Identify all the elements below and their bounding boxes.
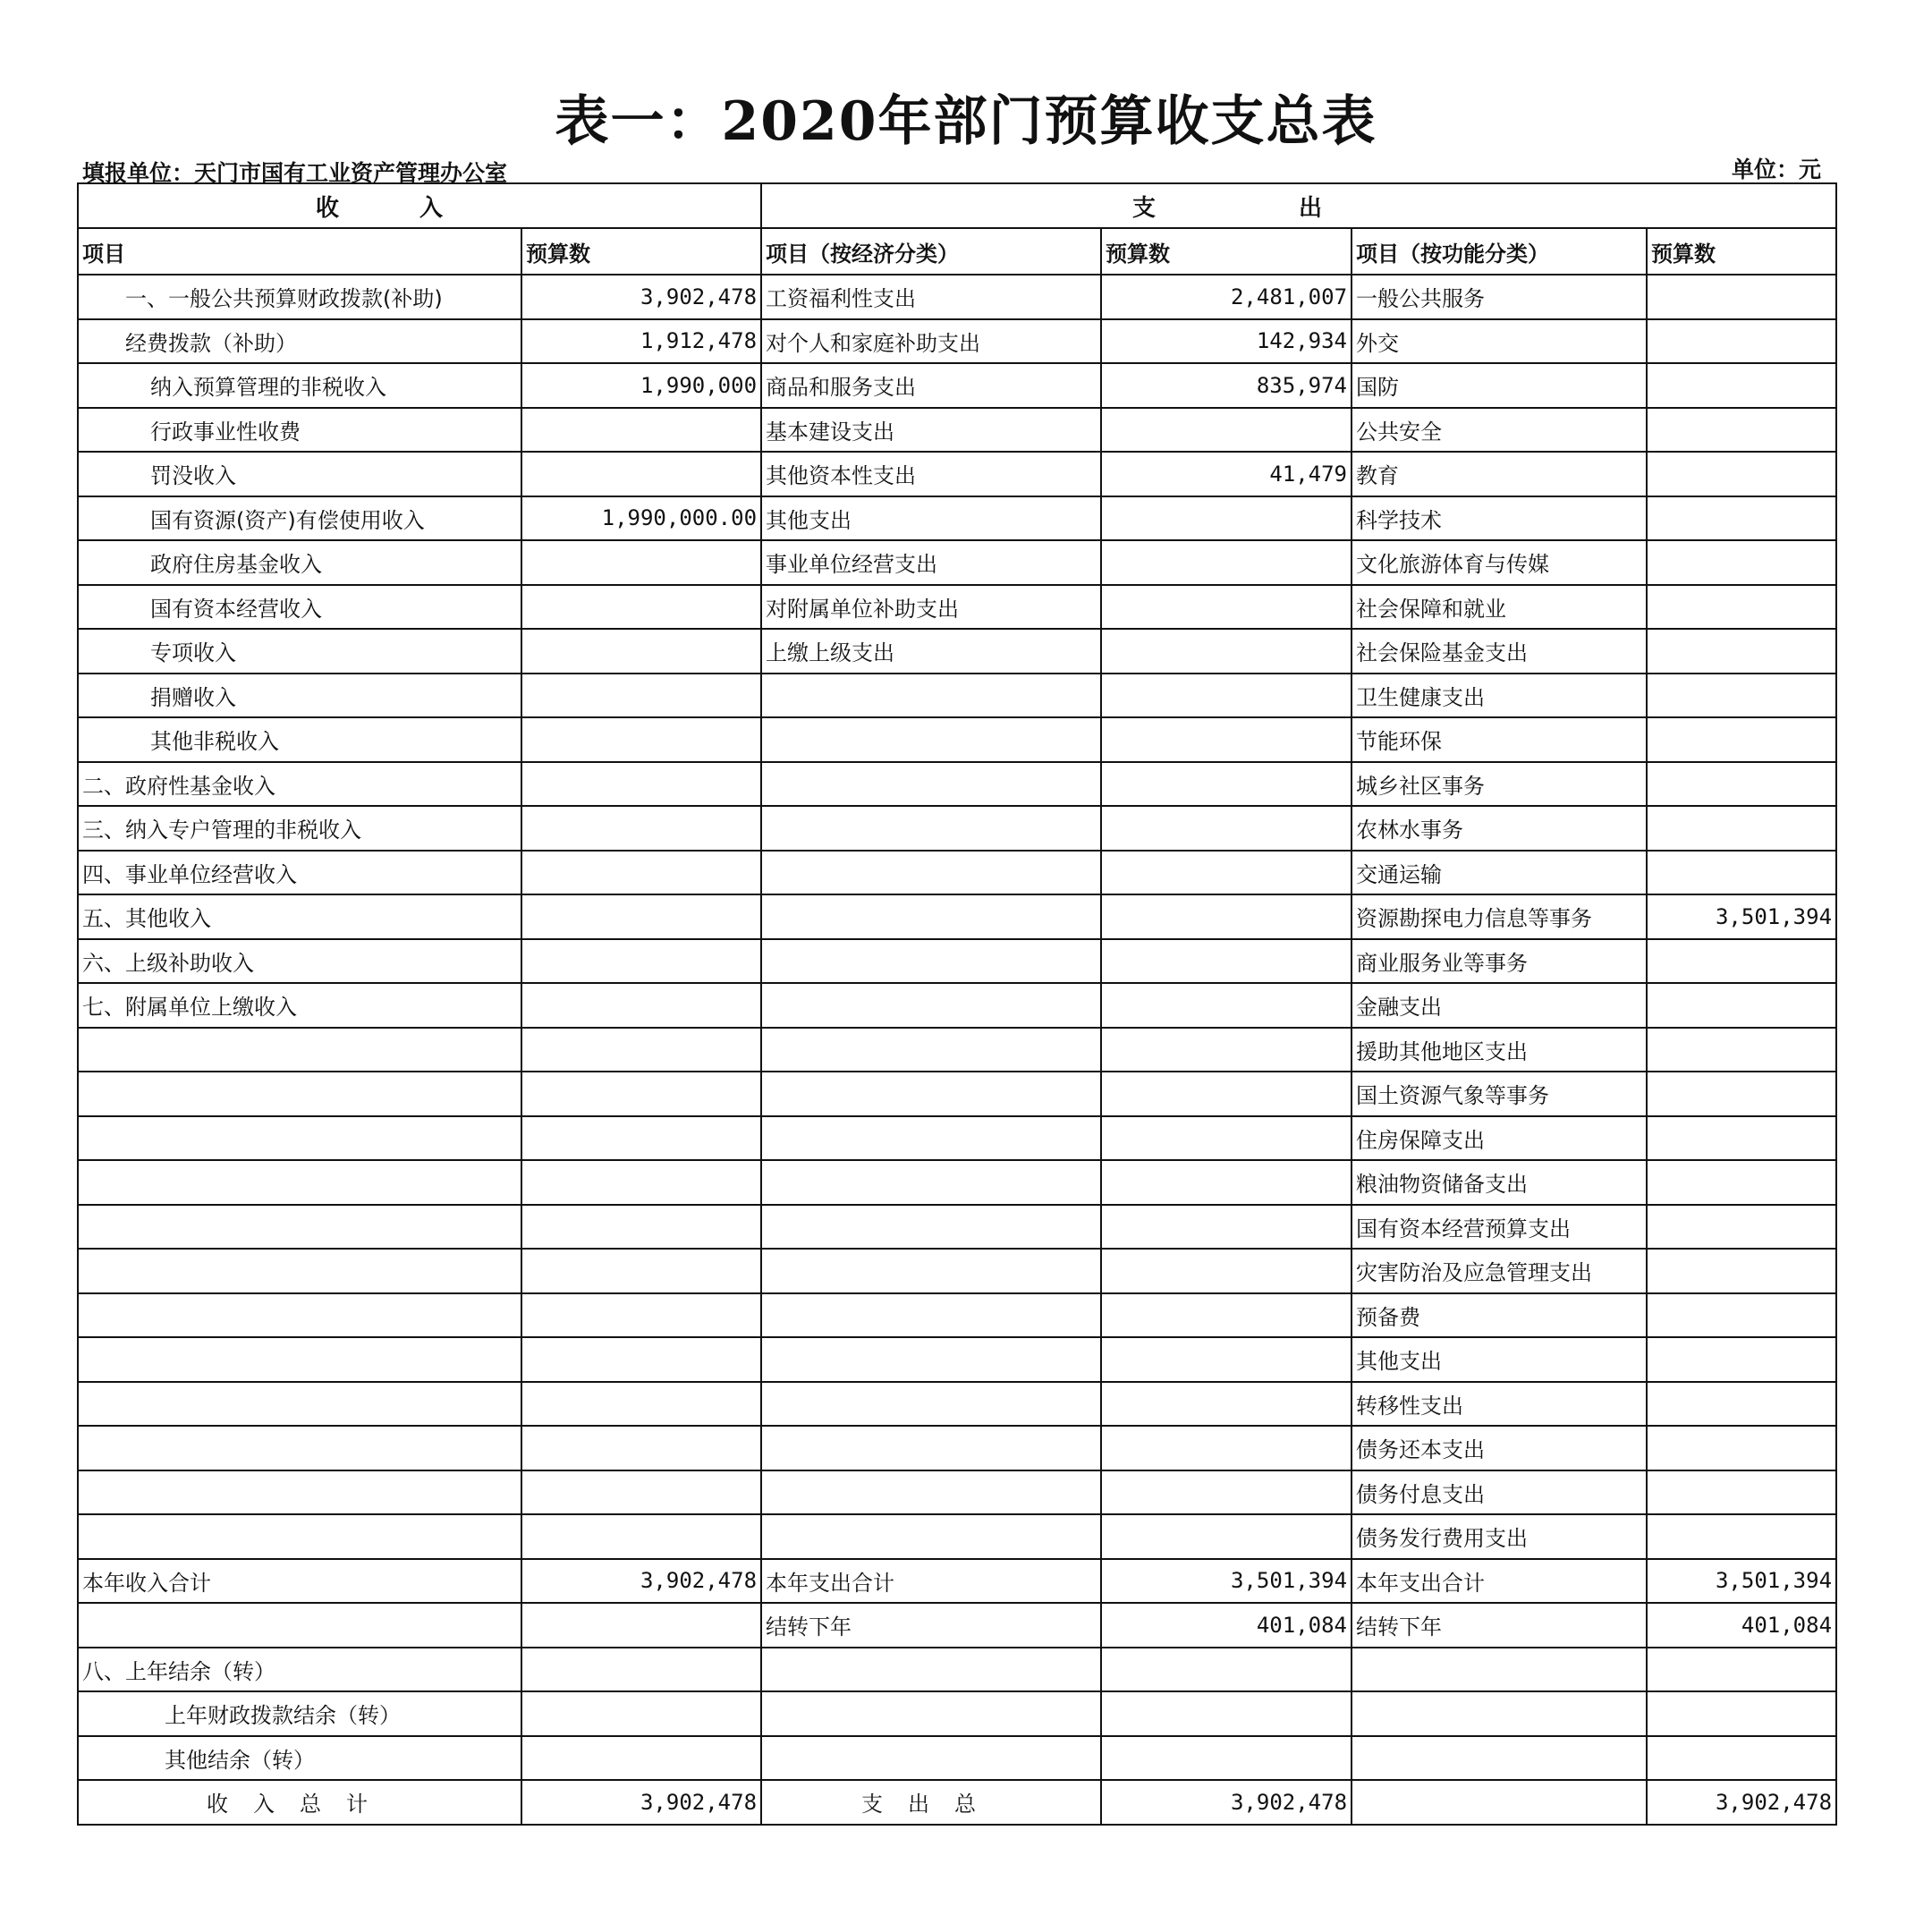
income-amount-cell <box>521 1514 761 1559</box>
econ-amount-cell <box>1101 1426 1352 1470</box>
func-amount-cell: 3,501,394 <box>1647 1559 1836 1604</box>
func-item-cell: 粮油物资储备支出 <box>1352 1160 1647 1205</box>
econ-item-cell: 其他资本性支出 <box>761 452 1101 496</box>
income-item-cell: 七、附属单位上缴收入 <box>78 983 521 1028</box>
func-item-cell: 预备费 <box>1352 1293 1647 1338</box>
income-amount-cell <box>521 1249 761 1293</box>
income-item-cell: 国有资本经营收入 <box>78 585 521 630</box>
func-item-cell <box>1352 1736 1647 1781</box>
econ-item-cell: 对个人和家庭补助支出 <box>761 319 1101 364</box>
table-row <box>78 1736 1836 1781</box>
econ-item-cell: 商品和服务支出 <box>761 363 1101 408</box>
func-item-cell: 转移性支出 <box>1352 1382 1647 1427</box>
func-amount-cell <box>1647 363 1836 408</box>
income-item-cell: 其他非税收入 <box>78 717 521 762</box>
econ-amount-cell <box>1101 1648 1352 1692</box>
table-row <box>78 363 1836 408</box>
econ-amount-cell <box>1101 983 1352 1028</box>
income-band-header: 收入 <box>78 183 761 228</box>
econ-item-cell: 事业单位经营支出 <box>761 540 1101 585</box>
income-amount-cell <box>521 851 761 895</box>
table-row <box>78 674 1836 718</box>
func-amount-cell <box>1647 540 1836 585</box>
func-amount-cell <box>1647 1514 1836 1559</box>
econ-amount-cell <box>1101 762 1352 807</box>
table-row <box>78 408 1836 453</box>
income-item-cell: 收入总计 <box>78 1780 521 1825</box>
econ-item-cell: 本年支出合计 <box>761 1559 1101 1604</box>
table-row <box>78 1514 1836 1559</box>
income-item-cell <box>78 1205 521 1250</box>
table-row <box>78 894 1836 939</box>
func-amount-cell <box>1647 1205 1836 1250</box>
table-row <box>78 540 1836 585</box>
econ-amount-cell <box>1101 408 1352 453</box>
func-amount-cell <box>1647 851 1836 895</box>
func-item-cell: 节能环保 <box>1352 717 1647 762</box>
income-item-cell <box>78 1337 521 1382</box>
income-item-cell <box>78 1426 521 1470</box>
econ-item-cell <box>761 1293 1101 1338</box>
income-amount-cell: 3,902,478 <box>521 275 761 319</box>
income-amount-cell <box>521 1691 761 1736</box>
table-row <box>78 1116 1836 1161</box>
econ-item-cell <box>761 1426 1101 1470</box>
func-item-cell: 交通运输 <box>1352 851 1647 895</box>
header-func-item: 项目（按功能分类） <box>1352 228 1647 275</box>
func-item-cell: 债务还本支出 <box>1352 1426 1647 1470</box>
income-amount-cell <box>521 1072 761 1116</box>
expense-band-header: 支出 <box>761 183 1836 228</box>
func-amount-cell <box>1647 1470 1836 1515</box>
table-row <box>78 1293 1836 1338</box>
econ-amount-cell <box>1101 1205 1352 1250</box>
table-row <box>78 1160 1836 1205</box>
budget-table <box>77 182 1837 1826</box>
econ-item-cell: 其他支出 <box>761 496 1101 541</box>
econ-item-cell <box>761 806 1101 851</box>
header-income-item: 项目 <box>78 228 521 275</box>
econ-amount-cell <box>1101 496 1352 541</box>
column-header-row <box>78 228 1836 275</box>
econ-amount-cell <box>1101 1337 1352 1382</box>
econ-amount-cell <box>1101 629 1352 674</box>
econ-amount-cell <box>1101 1072 1352 1116</box>
func-amount-cell: 3,501,394 <box>1647 894 1836 939</box>
income-amount-cell <box>521 1470 761 1515</box>
econ-amount-cell <box>1101 1470 1352 1515</box>
income-amount-cell <box>521 674 761 718</box>
income-item-cell: 一、一般公共预算财政拨款(补助) <box>78 275 521 319</box>
econ-item-cell: 上缴上级支出 <box>761 629 1101 674</box>
income-amount-cell <box>521 408 761 453</box>
income-amount-cell <box>521 1205 761 1250</box>
econ-item-cell <box>761 1072 1101 1116</box>
income-amount-cell <box>521 1736 761 1781</box>
econ-amount-cell: 835,974 <box>1101 363 1352 408</box>
header-func-amount: 预算数 <box>1647 228 1836 275</box>
band-row <box>78 183 1836 228</box>
income-item-cell: 八、上年结余（转） <box>78 1648 521 1692</box>
income-item-cell: 捐赠收入 <box>78 674 521 718</box>
econ-item-cell <box>761 1205 1101 1250</box>
income-amount-cell: 3,902,478 <box>521 1559 761 1604</box>
econ-amount-cell <box>1101 1028 1352 1072</box>
income-amount-cell <box>521 1028 761 1072</box>
econ-amount-cell <box>1101 1249 1352 1293</box>
econ-item-cell <box>761 894 1101 939</box>
econ-item-cell <box>761 1470 1101 1515</box>
table-row <box>78 1337 1836 1382</box>
econ-item-cell <box>761 1249 1101 1293</box>
econ-item-cell <box>761 762 1101 807</box>
income-item-cell <box>78 1382 521 1427</box>
econ-amount-cell <box>1101 806 1352 851</box>
econ-amount-cell <box>1101 1160 1352 1205</box>
income-item-cell <box>78 1072 521 1116</box>
table-row <box>78 275 1836 319</box>
income-item-cell <box>78 1160 521 1205</box>
func-amount-cell <box>1647 1293 1836 1338</box>
table-row <box>78 1205 1836 1250</box>
func-item-cell: 教育 <box>1352 452 1647 496</box>
income-item-cell <box>78 1470 521 1515</box>
income-item-cell: 政府住房基金收入 <box>78 540 521 585</box>
econ-amount-cell <box>1101 674 1352 718</box>
econ-amount-cell <box>1101 894 1352 939</box>
func-amount-cell <box>1647 1382 1836 1427</box>
func-item-cell: 结转下年 <box>1352 1603 1647 1648</box>
func-amount-cell <box>1647 1648 1836 1692</box>
func-item-cell <box>1352 1691 1647 1736</box>
income-amount-cell <box>521 1293 761 1338</box>
econ-amount-cell <box>1101 1736 1352 1781</box>
income-amount-cell <box>521 585 761 630</box>
func-item-cell: 城乡社区事务 <box>1352 762 1647 807</box>
header-econ-amount: 预算数 <box>1101 228 1352 275</box>
table-row <box>78 983 1836 1028</box>
econ-item-cell <box>761 1160 1101 1205</box>
income-item-cell <box>78 1603 521 1648</box>
econ-amount-cell <box>1101 1293 1352 1338</box>
func-amount-cell: 3,902,478 <box>1647 1780 1836 1825</box>
func-item-cell: 债务付息支出 <box>1352 1470 1647 1515</box>
econ-item-cell: 对附属单位补助支出 <box>761 585 1101 630</box>
income-item-cell: 行政事业性收费 <box>78 408 521 453</box>
econ-item-cell: 结转下年 <box>761 1603 1101 1648</box>
func-amount-cell <box>1647 408 1836 453</box>
income-amount-cell: 3,902,478 <box>521 1780 761 1825</box>
func-amount-cell <box>1647 319 1836 364</box>
income-item-cell <box>78 1028 521 1072</box>
table-row <box>78 1249 1836 1293</box>
func-item-cell: 公共安全 <box>1352 408 1647 453</box>
income-amount-cell <box>521 983 761 1028</box>
econ-amount-cell <box>1101 939 1352 984</box>
econ-amount-cell: 401,084 <box>1101 1603 1352 1648</box>
table-row <box>78 806 1836 851</box>
table-row <box>78 319 1836 364</box>
income-amount-cell <box>521 894 761 939</box>
func-item-cell: 一般公共服务 <box>1352 275 1647 319</box>
func-amount-cell <box>1647 1028 1836 1072</box>
func-item-cell: 卫生健康支出 <box>1352 674 1647 718</box>
func-item-cell: 社会保障和就业 <box>1352 585 1647 630</box>
func-item-cell: 本年支出合计 <box>1352 1559 1647 1604</box>
func-amount-cell <box>1647 1691 1836 1736</box>
func-item-cell: 社会保险基金支出 <box>1352 629 1647 674</box>
func-amount-cell <box>1647 1072 1836 1116</box>
econ-amount-cell <box>1101 540 1352 585</box>
econ-item-cell <box>761 1691 1101 1736</box>
func-amount-cell <box>1647 717 1836 762</box>
table-row <box>78 496 1836 541</box>
func-amount-cell <box>1647 585 1836 630</box>
econ-amount-cell <box>1101 851 1352 895</box>
func-item-cell: 文化旅游体育与传媒 <box>1352 540 1647 585</box>
table-row <box>78 939 1836 984</box>
income-item-cell: 三、纳入专户管理的非税收入 <box>78 806 521 851</box>
income-amount-cell <box>521 717 761 762</box>
income-item-cell: 上年财政拨款结余（转） <box>78 1691 521 1736</box>
econ-amount-cell <box>1101 1382 1352 1427</box>
econ-item-cell <box>761 1514 1101 1559</box>
func-amount-cell <box>1647 806 1836 851</box>
income-amount-cell <box>521 939 761 984</box>
table-row <box>78 629 1836 674</box>
func-amount-cell <box>1647 1116 1836 1161</box>
func-amount-cell <box>1647 1426 1836 1470</box>
func-item-cell: 商业服务业等事务 <box>1352 939 1647 984</box>
func-amount-cell <box>1647 983 1836 1028</box>
income-item-cell: 经费拨款（补助） <box>78 319 521 364</box>
econ-item-cell: 基本建设支出 <box>761 408 1101 453</box>
func-item-cell: 科学技术 <box>1352 496 1647 541</box>
income-item-cell: 四、事业单位经营收入 <box>78 851 521 895</box>
income-item-cell <box>78 1116 521 1161</box>
func-amount-cell: 401,084 <box>1647 1603 1836 1648</box>
econ-amount-cell: 2,481,007 <box>1101 275 1352 319</box>
econ-item-cell <box>761 851 1101 895</box>
table-row <box>78 1382 1836 1427</box>
econ-item-cell: 工资福利性支出 <box>761 275 1101 319</box>
func-amount-cell <box>1647 939 1836 984</box>
income-amount-cell <box>521 762 761 807</box>
income-amount-cell <box>521 1382 761 1427</box>
table-row <box>78 1028 1836 1072</box>
table-row <box>78 1470 1836 1515</box>
income-item-cell: 纳入预算管理的非税收入 <box>78 363 521 408</box>
func-item-cell: 住房保障支出 <box>1352 1116 1647 1161</box>
income-amount-cell <box>521 1426 761 1470</box>
income-item-cell: 国有资源(资产)有偿使用收入 <box>78 496 521 541</box>
table-row <box>78 717 1836 762</box>
income-amount-cell <box>521 1116 761 1161</box>
func-item-cell: 国土资源气象等事务 <box>1352 1072 1647 1116</box>
econ-item-cell <box>761 1337 1101 1382</box>
func-amount-cell <box>1647 762 1836 807</box>
func-item-cell: 国防 <box>1352 363 1647 408</box>
income-amount-cell <box>521 629 761 674</box>
func-amount-cell <box>1647 275 1836 319</box>
func-amount-cell <box>1647 1249 1836 1293</box>
econ-amount-cell: 41,479 <box>1101 452 1352 496</box>
func-amount-cell <box>1647 674 1836 718</box>
func-item-cell: 资源勘探电力信息等事务 <box>1352 894 1647 939</box>
table-row <box>78 1780 1836 1825</box>
econ-item-cell <box>761 674 1101 718</box>
income-amount-cell <box>521 452 761 496</box>
income-amount-cell <box>521 806 761 851</box>
table-row <box>78 1072 1836 1116</box>
econ-item-cell <box>761 1736 1101 1781</box>
table-row <box>78 1691 1836 1736</box>
econ-amount-cell: 3,902,478 <box>1101 1780 1352 1825</box>
income-amount-cell: 1,912,478 <box>521 319 761 364</box>
income-item-cell: 本年收入合计 <box>78 1559 521 1604</box>
func-amount-cell <box>1647 496 1836 541</box>
table-row <box>78 762 1836 807</box>
econ-amount-cell: 3,501,394 <box>1101 1559 1352 1604</box>
income-amount-cell <box>521 1603 761 1648</box>
income-amount-cell: 1,990,000 <box>521 363 761 408</box>
income-item-cell: 专项收入 <box>78 629 521 674</box>
page-title: 表一：2020年部门预算收支总表 <box>555 90 1377 153</box>
currency-unit: 单位：元 <box>1731 157 1821 182</box>
func-item-cell: 灾害防治及应急管理支出 <box>1352 1249 1647 1293</box>
income-amount-cell: 1,990,000.00 <box>521 496 761 541</box>
income-item-cell <box>78 1249 521 1293</box>
func-item-cell: 援助其他地区支出 <box>1352 1028 1647 1072</box>
func-item-cell <box>1352 1648 1647 1692</box>
table-row <box>78 1603 1836 1648</box>
table-row <box>78 1426 1836 1470</box>
econ-amount-cell <box>1101 717 1352 762</box>
func-amount-cell <box>1647 1160 1836 1205</box>
table-row <box>78 452 1836 496</box>
income-item-cell: 罚没收入 <box>78 452 521 496</box>
income-item-cell: 二、政府性基金收入 <box>78 762 521 807</box>
func-amount-cell <box>1647 629 1836 674</box>
func-amount-cell <box>1647 1337 1836 1382</box>
econ-item-cell <box>761 717 1101 762</box>
econ-amount-cell <box>1101 585 1352 630</box>
table-row <box>78 1648 1836 1692</box>
income-amount-cell <box>521 540 761 585</box>
func-item-cell: 农林水事务 <box>1352 806 1647 851</box>
econ-item-cell <box>761 939 1101 984</box>
table-row <box>78 585 1836 630</box>
income-item-cell <box>78 1514 521 1559</box>
table-row <box>78 1559 1836 1604</box>
header-econ-item: 项目（按经济分类） <box>761 228 1101 275</box>
econ-amount-cell <box>1101 1116 1352 1161</box>
table-row <box>78 851 1836 895</box>
econ-amount-cell <box>1101 1691 1352 1736</box>
econ-amount-cell <box>1101 1514 1352 1559</box>
econ-item-cell <box>761 1116 1101 1161</box>
econ-amount-cell: 142,934 <box>1101 319 1352 364</box>
income-amount-cell <box>521 1648 761 1692</box>
income-amount-cell <box>521 1337 761 1382</box>
econ-item-cell <box>761 983 1101 1028</box>
func-item-cell <box>1352 1780 1647 1825</box>
reporting-unit: 填报单位：天门市国有工业资产管理办公室 <box>82 160 508 186</box>
func-item-cell: 金融支出 <box>1352 983 1647 1028</box>
income-item-cell: 五、其他收入 <box>78 894 521 939</box>
econ-item-cell <box>761 1382 1101 1427</box>
income-item-cell: 其他结余（转） <box>78 1736 521 1781</box>
income-amount-cell <box>521 1160 761 1205</box>
econ-item-cell <box>761 1648 1101 1692</box>
func-item-cell: 外交 <box>1352 319 1647 364</box>
func-item-cell: 债务发行费用支出 <box>1352 1514 1647 1559</box>
func-item-cell: 国有资本经营预算支出 <box>1352 1205 1647 1250</box>
func-amount-cell <box>1647 452 1836 496</box>
func-amount-cell <box>1647 1736 1836 1781</box>
func-item-cell: 其他支出 <box>1352 1337 1647 1382</box>
header-income-amount: 预算数 <box>521 228 761 275</box>
econ-item-cell: 支出总 <box>761 1780 1101 1825</box>
table-body <box>78 275 1836 1825</box>
income-item-cell: 六、上级补助收入 <box>78 939 521 984</box>
econ-item-cell <box>761 1028 1101 1072</box>
income-item-cell <box>78 1293 521 1338</box>
